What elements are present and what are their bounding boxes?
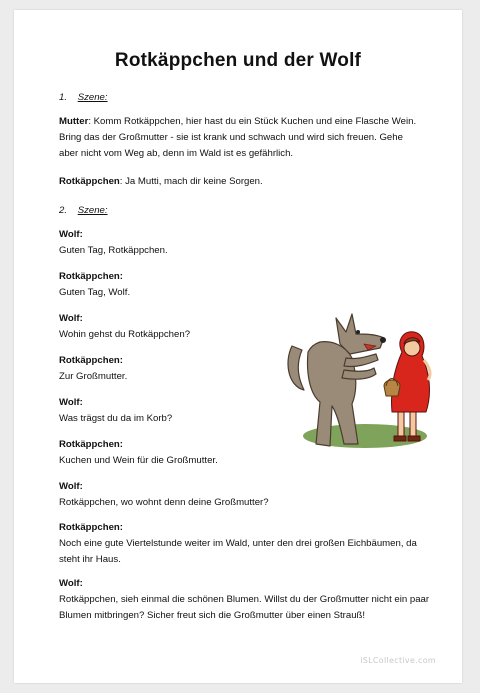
watermark: iSLCollective.com [360, 656, 436, 665]
line-text: Rotkäppchen, sieh einmal die schönen Blumen. Willst du der Großmutter nicht ein paar Blumen mitbringen? Sicher freut sich die Großmutter über einen Strauß! [59, 594, 430, 621]
worksheet-page [14, 10, 462, 683]
speaker: Wolf: [59, 229, 83, 240]
line-text: Noch eine gute Viertelstunde weiter im Wald, unter den drei großen Eichbäumen, da steht ihr Haus. [59, 538, 417, 565]
dialogue-line [59, 576, 434, 624]
line-text: Rotkäppchen, wo wohnt denn deine Großmutter? [59, 497, 269, 508]
reply-text: : Ja Mutti, mach dir keine Sorgen. [119, 176, 263, 187]
dialogue-line [59, 353, 127, 385]
scene-2-number: 2. [59, 205, 68, 216]
speaker: Rotkäppchen: [59, 271, 123, 282]
line-text: Was trägst du da im Korb? [59, 413, 173, 424]
speaker: Wolf: [59, 578, 83, 589]
line-text: Wohin gehst du Rotkäppchen? [59, 329, 191, 340]
line-text: Guten Tag, Rotkäppchen. [59, 245, 168, 256]
girl-figure [384, 332, 430, 441]
line-text: Zur Großmutter. [59, 371, 128, 382]
scene-1-number: 1. [59, 92, 68, 103]
dialogue-line [59, 437, 218, 469]
rotkaeppchen-reply [59, 174, 263, 190]
dialogue-line [59, 269, 130, 301]
dialogue-line [59, 395, 172, 427]
speaker: Rotkäppchen: [59, 355, 123, 366]
mutter-text: : Komm Rotkäppchen, hier hast du ein Stück Kuchen und eine Flasche Wein. Bring das der Großmutter - sie ist krank und schwach und wird sich freuen. Gehe aber nicht vom Weg ab, denn im Wald ist es gefährlich. [59, 116, 417, 159]
scene-2-heading [59, 203, 108, 219]
speaker-mutter: Mutter [59, 116, 89, 127]
scene-1-label: Szene: [77, 92, 108, 103]
page-title: Rotkäppchen und der Wolf [114, 50, 362, 71]
wolf-and-red-riding-hood-illustration [280, 294, 440, 454]
scene-1-heading [59, 90, 108, 106]
speaker-rotkaeppchen: Rotkäppchen [59, 176, 120, 187]
scene-2-label: Szene: [77, 205, 108, 216]
speaker: Rotkäppchen: [59, 522, 123, 533]
speaker: Wolf: [59, 481, 83, 492]
dialogue-line [59, 311, 190, 343]
mutter-paragraph [59, 114, 421, 162]
dialogue-line [59, 479, 269, 511]
speaker: Wolf: [59, 313, 83, 324]
line-text: Guten Tag, Wolf. [59, 287, 131, 298]
dialogue-line [59, 520, 434, 568]
dialogue-line [59, 227, 168, 259]
line-text: Kuchen und Wein für die Großmutter. [59, 455, 218, 466]
speaker: Rotkäppchen: [59, 439, 123, 450]
speaker: Wolf: [59, 397, 83, 408]
